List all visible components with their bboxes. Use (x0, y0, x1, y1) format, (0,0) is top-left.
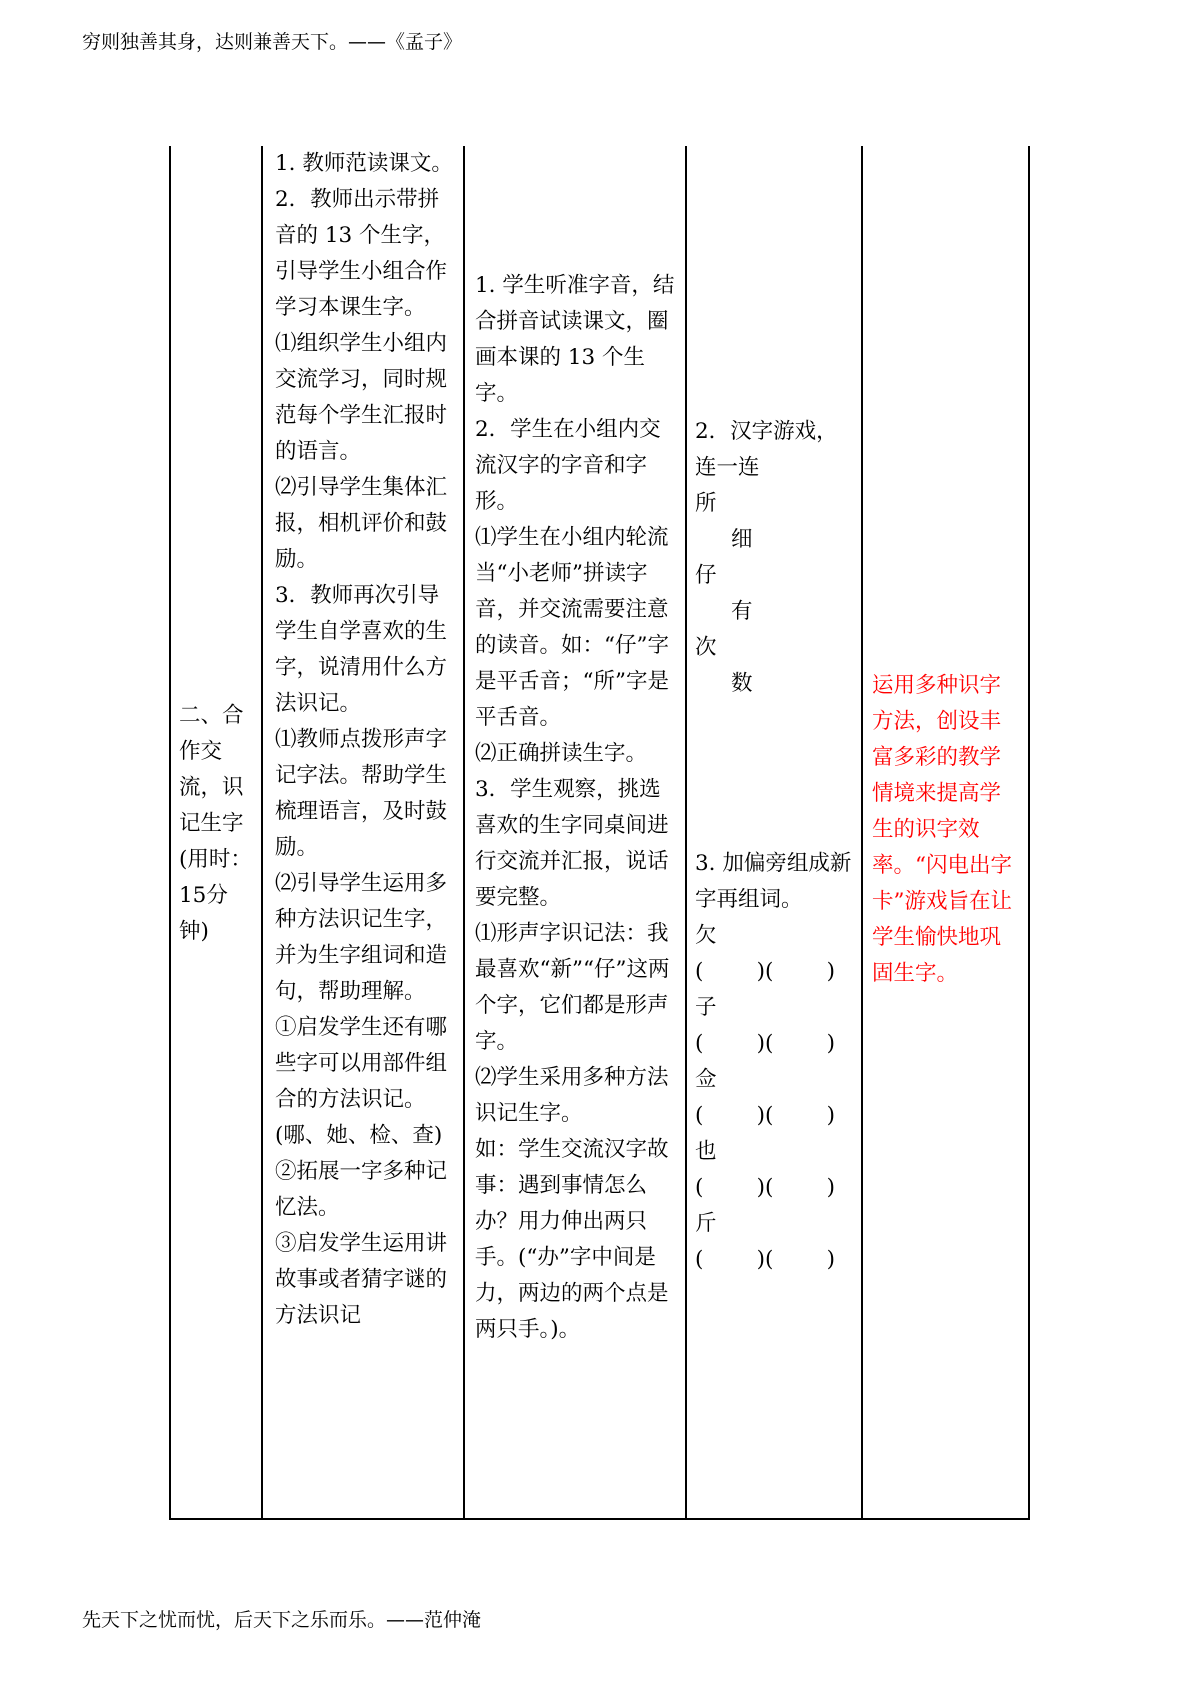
blank-close: ) (826, 1031, 835, 1056)
teacher-step: ⑵引导学生运用多种方法识记生字，并为生字组词和造句，帮助理解。 (275, 871, 448, 1004)
column-divider-3 (685, 146, 687, 1520)
student-activity-cell (475, 268, 679, 1348)
match-right-char: 有 (731, 599, 753, 624)
answer-blanks (695, 1170, 835, 1206)
column-divider-4 (861, 146, 863, 1520)
blank-close: ) (826, 959, 835, 984)
radical-char: 佥 (695, 1067, 717, 1092)
blank-mid: )( (756, 1103, 774, 1128)
teacher-step: ⑴教师点拨形声字记字法。帮助学生梳理语言，及时鼓励。 (275, 727, 448, 860)
match-right-char: 数 (731, 671, 753, 696)
teacher-activity-cell (275, 146, 455, 1334)
teacher-step: ①启发学生还有哪些字可以用部件组合的方法识记。(哪、她、检、查) (275, 1015, 448, 1148)
teacher-step: ②拓展一字多种记忆法。 (275, 1159, 448, 1220)
match-left-char: 仔 (695, 563, 717, 588)
table-border-left (169, 146, 171, 1520)
game-title: 2．汉字游戏，连一连 (695, 419, 838, 480)
radical-char: 斤 (695, 1211, 717, 1236)
blank-mid: )( (756, 959, 774, 984)
blank-open: ( (695, 1247, 704, 1272)
exercise-cell (695, 414, 855, 1278)
radical-title: 3. 加偏旁组成新字再组词。 (695, 851, 852, 912)
blank-open: ( (695, 1175, 704, 1200)
teacher-step: ③启发学生运用讲故事或者猜字谜的方法识记 (275, 1231, 448, 1328)
table-border-bottom (169, 1518, 1030, 1520)
column-divider-2 (463, 146, 465, 1520)
match-right-char: 细 (731, 527, 753, 552)
teacher-step: 3．教师再次引导学生自学喜欢的生字，说清用什么方法识记。 (275, 583, 448, 716)
design-intent-cell: 运用多种识字方法，创设丰富多彩的教学情境来提高学生的识字效率。“闪电出字卡”游戏旨在让学生愉快地巩固生字。 (872, 673, 1012, 986)
student-step: ⑵学生采用多种方法识记生字。 (475, 1065, 669, 1126)
blank-open: ( (695, 959, 704, 984)
teacher-step: 2．教师出示带拼音的 13 个生字，引导学生小组合作学习本课生字。 (275, 187, 448, 320)
teacher-step: ⑴组织学生小组内交流学习，同时规范每个学生汇报时的语言。 (275, 331, 448, 464)
footer-quote: 先天下之忧而忧，后天下之乐而乐。——范仲淹 (82, 1609, 482, 1631)
answer-blanks (695, 954, 835, 990)
match-left-char: 次 (695, 635, 717, 660)
match-left-char: 所 (695, 491, 717, 516)
answer-blanks (695, 1242, 835, 1278)
blank-mid: )( (756, 1175, 774, 1200)
radical-char: 也 (695, 1139, 717, 1164)
teacher-step: ⑵引导学生集体汇报，相机评价和鼓励。 (275, 475, 448, 572)
answer-blanks (695, 1098, 835, 1134)
student-step: ⑵正确拼读生字。 (475, 741, 648, 766)
answer-blanks (695, 1026, 835, 1062)
blank-close: ) (826, 1175, 835, 1200)
column-divider-1 (261, 146, 263, 1520)
student-step: ⑴形声字识记法：我最喜欢“新”“仔”这两个字，它们都是形声字。 (475, 921, 670, 1054)
student-step: 1. 学生听准字音，结合拼音试读课文，圈画本课的 13 个生字。 (475, 273, 675, 406)
radical-char: 子 (695, 995, 717, 1020)
blank-close: ) (826, 1103, 835, 1128)
teacher-step: 1. 教师范读课文。 (275, 151, 453, 176)
blank-mid: )( (756, 1031, 774, 1056)
student-step: ⑴学生在小组内轮流当“小老师”拼读字音，并交流需要注意的读音。如：“仔”字是平舌音；“所”字是平舌音。 (475, 525, 669, 730)
blank-mid: )( (756, 1247, 774, 1272)
student-step: 如：学生交流汉字故事：遇到事情怎么办？用力伸出两只手。(“办”字中间是力，两边的两个点是两只手。)。 (475, 1137, 669, 1342)
student-step: 3．学生观察，挑选喜欢的生字同桌间进行交流并汇报，说话要完整。 (475, 777, 669, 910)
lesson-table (169, 146, 1030, 1520)
radical-char: 欠 (695, 923, 717, 948)
blank-close: ) (826, 1247, 835, 1272)
table-border-right (1028, 146, 1030, 1520)
blank-open: ( (695, 1103, 704, 1128)
stage-cell: 二、合作交流，识记生字(用时：15分钟) (179, 703, 252, 944)
header-quote: 穷则独善其身，达则兼善天下。——《孟子》 (82, 31, 463, 53)
blank-open: ( (695, 1031, 704, 1056)
student-step: 2．学生在小组内交流汉字的字音和字形。 (475, 417, 661, 514)
